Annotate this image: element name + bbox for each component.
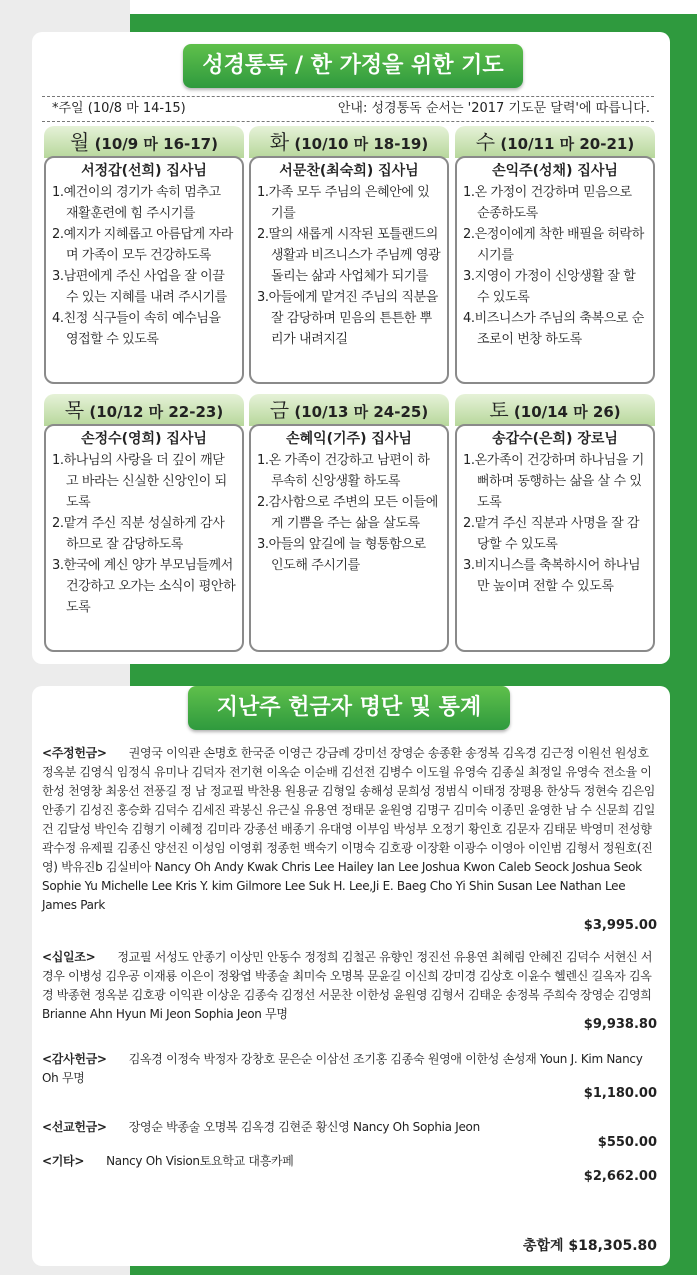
- day-tue: [249, 126, 449, 382]
- offering-total: 총합계 $18,305.80: [522, 1238, 657, 1254]
- prayer-item: 2.맡겨 주신 직분 성실하게 감사하므로 잘 감당하도록: [52, 516, 225, 552]
- prayer-list: [463, 450, 647, 597]
- prayer-list: [52, 450, 236, 618]
- day-fri: [249, 394, 449, 650]
- day-ref: (10/11 마 20-21): [500, 135, 635, 153]
- prayer-item: 1.가족 모두 주님의 은혜안에 있기를: [257, 185, 430, 221]
- offering-title: 지난주 헌금자 명단 및 통계: [188, 686, 510, 730]
- offering-amount: $3,995.00: [583, 918, 657, 933]
- offering-names: 김옥경 이정숙 박정자 강창호 문은순 이삼선 조기홍 김종숙 원영애 이한성 손성재 Youn J. Kim Nancy Oh 무명: [42, 1052, 643, 1085]
- family-name: 손혜익(기주) 집사님: [286, 431, 412, 447]
- day-mon: [44, 126, 244, 382]
- day-label: 토: [489, 398, 509, 422]
- day-ref: (10/9 마 16-17): [94, 135, 218, 153]
- prayer-item: 3.아들에게 맡겨진 주님의 직분을 잘 감당하며 믿음의 튼튼한 뿌리가 내려지길: [257, 290, 438, 347]
- offering-names: Nancy Oh Vision토요학교 대흥카페: [106, 1154, 294, 1168]
- day-ref: (10/13 마 24-25): [294, 403, 429, 421]
- offering-amount: $550.00: [597, 1135, 657, 1150]
- sunday-reading: *주일 (10/8 마 14-15): [52, 101, 186, 116]
- offering-category: <기타>: [42, 1154, 85, 1168]
- prayer-item: 3.아들의 앞길에 늘 형통함으로 인도해 주시기를: [257, 537, 426, 573]
- offering-category: <선교헌금>: [42, 1120, 107, 1134]
- prayer-title: 성경통독 / 한 가정을 위한 기도: [183, 44, 523, 88]
- prayer-item: 1.온 가정이 건강하며 믿음으로 순종하도록: [463, 185, 632, 221]
- family-name: 송갑수(은희) 장로님: [492, 431, 618, 447]
- day-label: 수: [475, 130, 496, 154]
- prayer-list: [52, 182, 236, 350]
- offering-group-tithe: [42, 948, 658, 1024]
- day-label: 목: [64, 398, 85, 422]
- prayer-list: [463, 182, 647, 350]
- prayer-item: 1.온 가족이 건강하고 남편이 하루속히 신앙생활 하도록: [257, 453, 430, 489]
- offering-amount: $2,662.00: [583, 1169, 657, 1184]
- family-name: 서정갑(선희) 집사님: [81, 163, 207, 179]
- day-label: 월: [70, 130, 90, 154]
- prayer-item: 3.지영이 가정이 신앙생활 잘 할 수 있도록: [463, 269, 636, 305]
- day-label: 금: [269, 398, 290, 422]
- offering-names: 정교필 서성도 안종기 이상민 안동수 정정희 김철곤 유향인 정진선 유용연 최혜림 안혜진 김덕수 서현신 서경우 이병성 김우공 이재룡 이은이 정왕엽 박종술 최미숙 오명복 문윤길 이신희 강미경 김상호 이윤수 헬렌신 길옥자 김옥경 박종현 정옥분 김호광 이익관 이상운 김종숙 김정선 서문찬 이한성 윤원영 김형서 김태운 송정복 주희숙 장영순 김영희 Brianne Ahn Hyun Mi Jeon Sophia Jeon 무명: [42, 950, 653, 1021]
- prayer-list: [257, 182, 441, 350]
- offering-group-thanks: [42, 1050, 658, 1088]
- day-label: 화: [269, 130, 290, 154]
- prayer-item: 4.비즈니스가 주님의 축복으로 순조로이 번창 하도록: [463, 311, 644, 347]
- prayer-item: 3.남편에게 주신 사업을 잘 이끌 수 있는 지혜를 내려 주시기를: [52, 269, 227, 305]
- offering-group-mission: [42, 1118, 658, 1137]
- prayer-item: 1.하나님의 사랑을 더 깊이 깨닫고 바라는 신실한 신앙인이 되도록: [52, 453, 227, 510]
- prayer-item: 2.딸의 새롭게 시작된 포틀랜드의 생활과 비즈니스가 주님께 영광 돌리는 삶과 사업체가 되기를: [257, 227, 441, 284]
- prayer-item: 2.감사함으로 주변의 모든 이들에게 기쁨을 주는 삶을 살도록: [257, 495, 438, 531]
- prayer-item: 1.예건이의 경기가 속히 멈추고 재활훈련에 힘 주시기를: [52, 185, 221, 221]
- day-ref: (10/14 마 26): [513, 403, 621, 421]
- day-ref: (10/12 마 22-23): [89, 403, 224, 421]
- family-name: 손정수(영희) 집사님: [81, 431, 207, 447]
- day-thu: [44, 394, 244, 650]
- prayer-list: [257, 450, 441, 576]
- offering-category: <주정헌금>: [42, 746, 107, 760]
- offering-names: 권영국 이익관 손명호 한국준 이영근 강금례 강미선 장영순 송종환 송정복 김옥경 김근정 이원선 원성호 정옥분 김영식 임정식 유미나 김덕자 전기현 이옥순 이순배 김선전 김병수 이도월 유영숙 김종실 최정일 유영숙 전소율 이한성 천영창 최웅선 전풍길 정 남 정교필 박찬용 원용균 김형일 송해성 문희성 정범식 이태정 장평용 한상득 정현숙 김은임 안종기 김성진 홍승화 김덕수 김세진 곽봉신 유근실 유용연 정태문 윤원영 김명구 김미숙 이종민 윤영한 남 수 신문희 김일건 김달성 박인숙 김형기 이혜정 김미라 강종선 배종기 유대영 이부임 박성부 오정기 황인호 김문자 김태문 박영미 전성향 곽수정 유제필 김종신 양선진 이성임 이영휘 정종헌 백숙기 이명숙 김호광 이장환 이광수 이영아 이인범 김형서 정원호(진영) 박유진b 김실비아 Nancy Oh Andy Kwak Chris Lee Hailey Ian Lee Joshua Kwon Caleb Seock Joshua Seok Sophie Yu Michelle Lee Kris Y. kim Gilmore Lee Suk H. Lee,Ji E. Baeg Cho Yi Shin Susan Lee Nathan Lee James Park: [42, 746, 656, 912]
- family-name: 손익주(성채) 집사님: [492, 163, 618, 179]
- offering-amount: $1,180.00: [583, 1086, 657, 1101]
- offering-category: <십일조>: [42, 950, 96, 964]
- prayer-item: 2.은정이에게 착한 배필을 허락하시기를: [463, 227, 644, 263]
- offering-group-weekly: [42, 744, 658, 915]
- prayer-item: 1.온가족이 건강하며 하나님을 기뻐하며 동행하는 삶을 살 수 있도록: [463, 453, 644, 510]
- day-wed: [455, 126, 655, 382]
- prayer-item: 3.비지니스를 축복하시어 하나님만 높이며 전할 수 있도록: [463, 558, 641, 594]
- offering-names: 장영순 박종술 오명복 김옥경 김현준 황신영 Nancy Oh Sophia Jeon: [128, 1120, 480, 1134]
- day-ref: (10/10 마 18-19): [294, 135, 429, 153]
- notice-text: 안내: 성경통독 순서는 '2017 기도문 달력'에 따릅니다.: [337, 101, 650, 116]
- prayer-item: 2.예지가 지혜롭고 아름답게 자라며 가족이 모두 건강하도록: [52, 227, 233, 263]
- offering-group-other: [42, 1152, 658, 1171]
- day-sat: [455, 394, 655, 650]
- family-name: 서문찬(최숙희) 집사님: [279, 163, 419, 179]
- prayer-item: 2.맡겨 주신 직분과 사명을 잘 감당할 수 있도록: [463, 516, 640, 552]
- notice-bar: [42, 96, 654, 122]
- offering-amount: $9,938.80: [583, 1017, 657, 1032]
- offering-category: <감사헌금>: [42, 1052, 107, 1066]
- prayer-item: 3.한국에 계신 양가 부모님들께서 건강하고 오가는 소식이 평안하도록: [52, 558, 236, 615]
- prayer-item: 4.친정 식구들이 속히 예수님을 영접할 수 있도록: [52, 311, 221, 347]
